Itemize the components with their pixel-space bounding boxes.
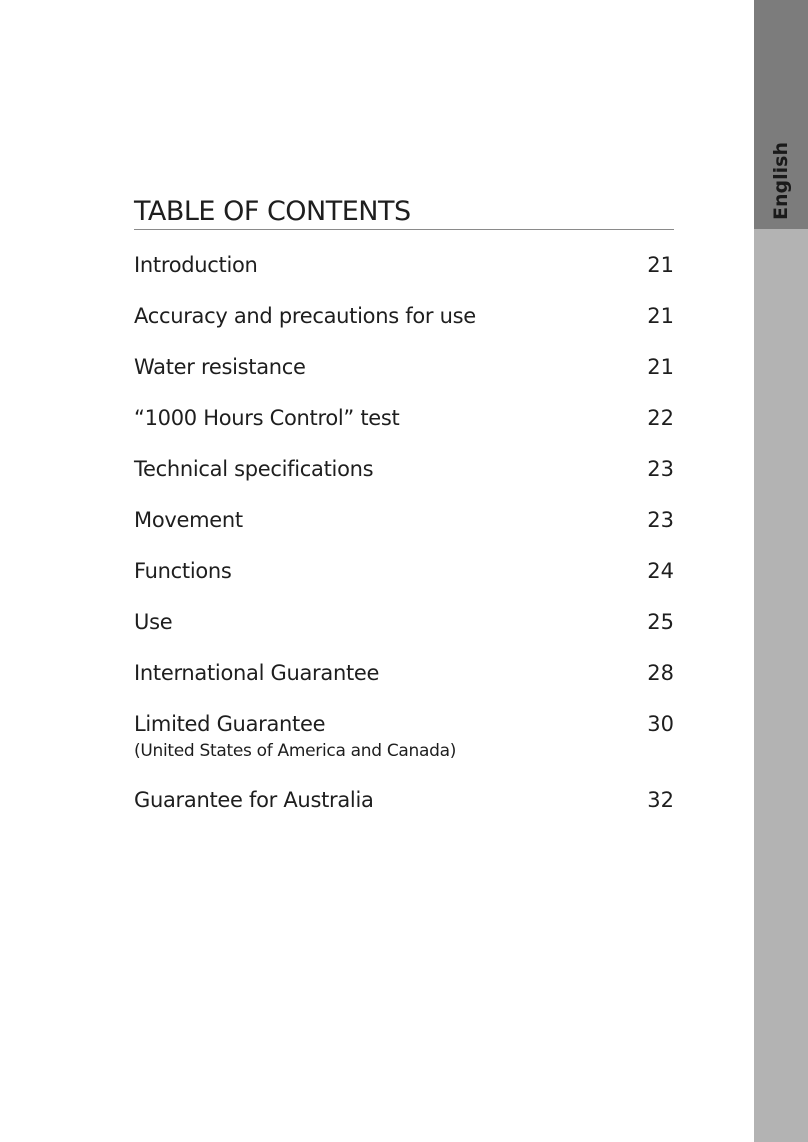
toc-entry-functions (134, 556, 674, 607)
toc-entry-label: Functions (134, 559, 232, 583)
toc-entry-page: 30 (647, 712, 674, 736)
toc-entry-label: Limited Guarantee (134, 712, 326, 736)
toc-entry-page: 21 (647, 253, 674, 277)
toc-entry-page: 28 (647, 661, 674, 685)
toc-entry-label: Accuracy and precautions for use (134, 304, 476, 328)
toc-entry-label: Introduction (134, 253, 258, 277)
toc-entry-label: “1000 Hours Control” test (134, 406, 400, 430)
toc-entry-1000-hours-control (134, 403, 674, 454)
toc-entry-introduction (134, 250, 674, 301)
toc-entry-label: Movement (134, 508, 243, 532)
toc-entry-international-guarantee (134, 658, 674, 709)
toc-entry-movement (134, 505, 674, 556)
toc-entry-label: Technical specifications (134, 457, 374, 481)
toc-entry-page: 22 (647, 406, 674, 430)
toc-entry-label: International Guarantee (134, 661, 380, 685)
language-tab-label: English (770, 142, 792, 220)
toc-entry-page: 21 (647, 304, 674, 328)
toc-entry-accuracy (134, 301, 674, 352)
toc-entry-limited-guarantee (134, 709, 674, 785)
toc-entry-label: Use (134, 610, 173, 634)
toc-entry-page: 21 (647, 355, 674, 379)
toc-title: TABLE OF CONTENTS (134, 196, 411, 227)
toc-entry-page: 24 (647, 559, 674, 583)
toc-entry-technical-specifications (134, 454, 674, 505)
toc-entry-guarantee-australia (134, 785, 674, 836)
title-divider (134, 229, 674, 230)
toc-entry-page: 23 (647, 508, 674, 532)
toc-entry-label: Water resistance (134, 355, 306, 379)
toc-list (134, 250, 674, 836)
toc-entry-label: Guarantee for Australia (134, 788, 374, 812)
toc-entry-page: 23 (647, 457, 674, 481)
toc-entry-water-resistance (134, 352, 674, 403)
toc-entry-page: 32 (647, 788, 674, 812)
toc-entry-page: 25 (647, 610, 674, 634)
toc-entry-sublabel: (United States of America and Canada) (134, 741, 457, 761)
toc-entry-use (134, 607, 674, 658)
